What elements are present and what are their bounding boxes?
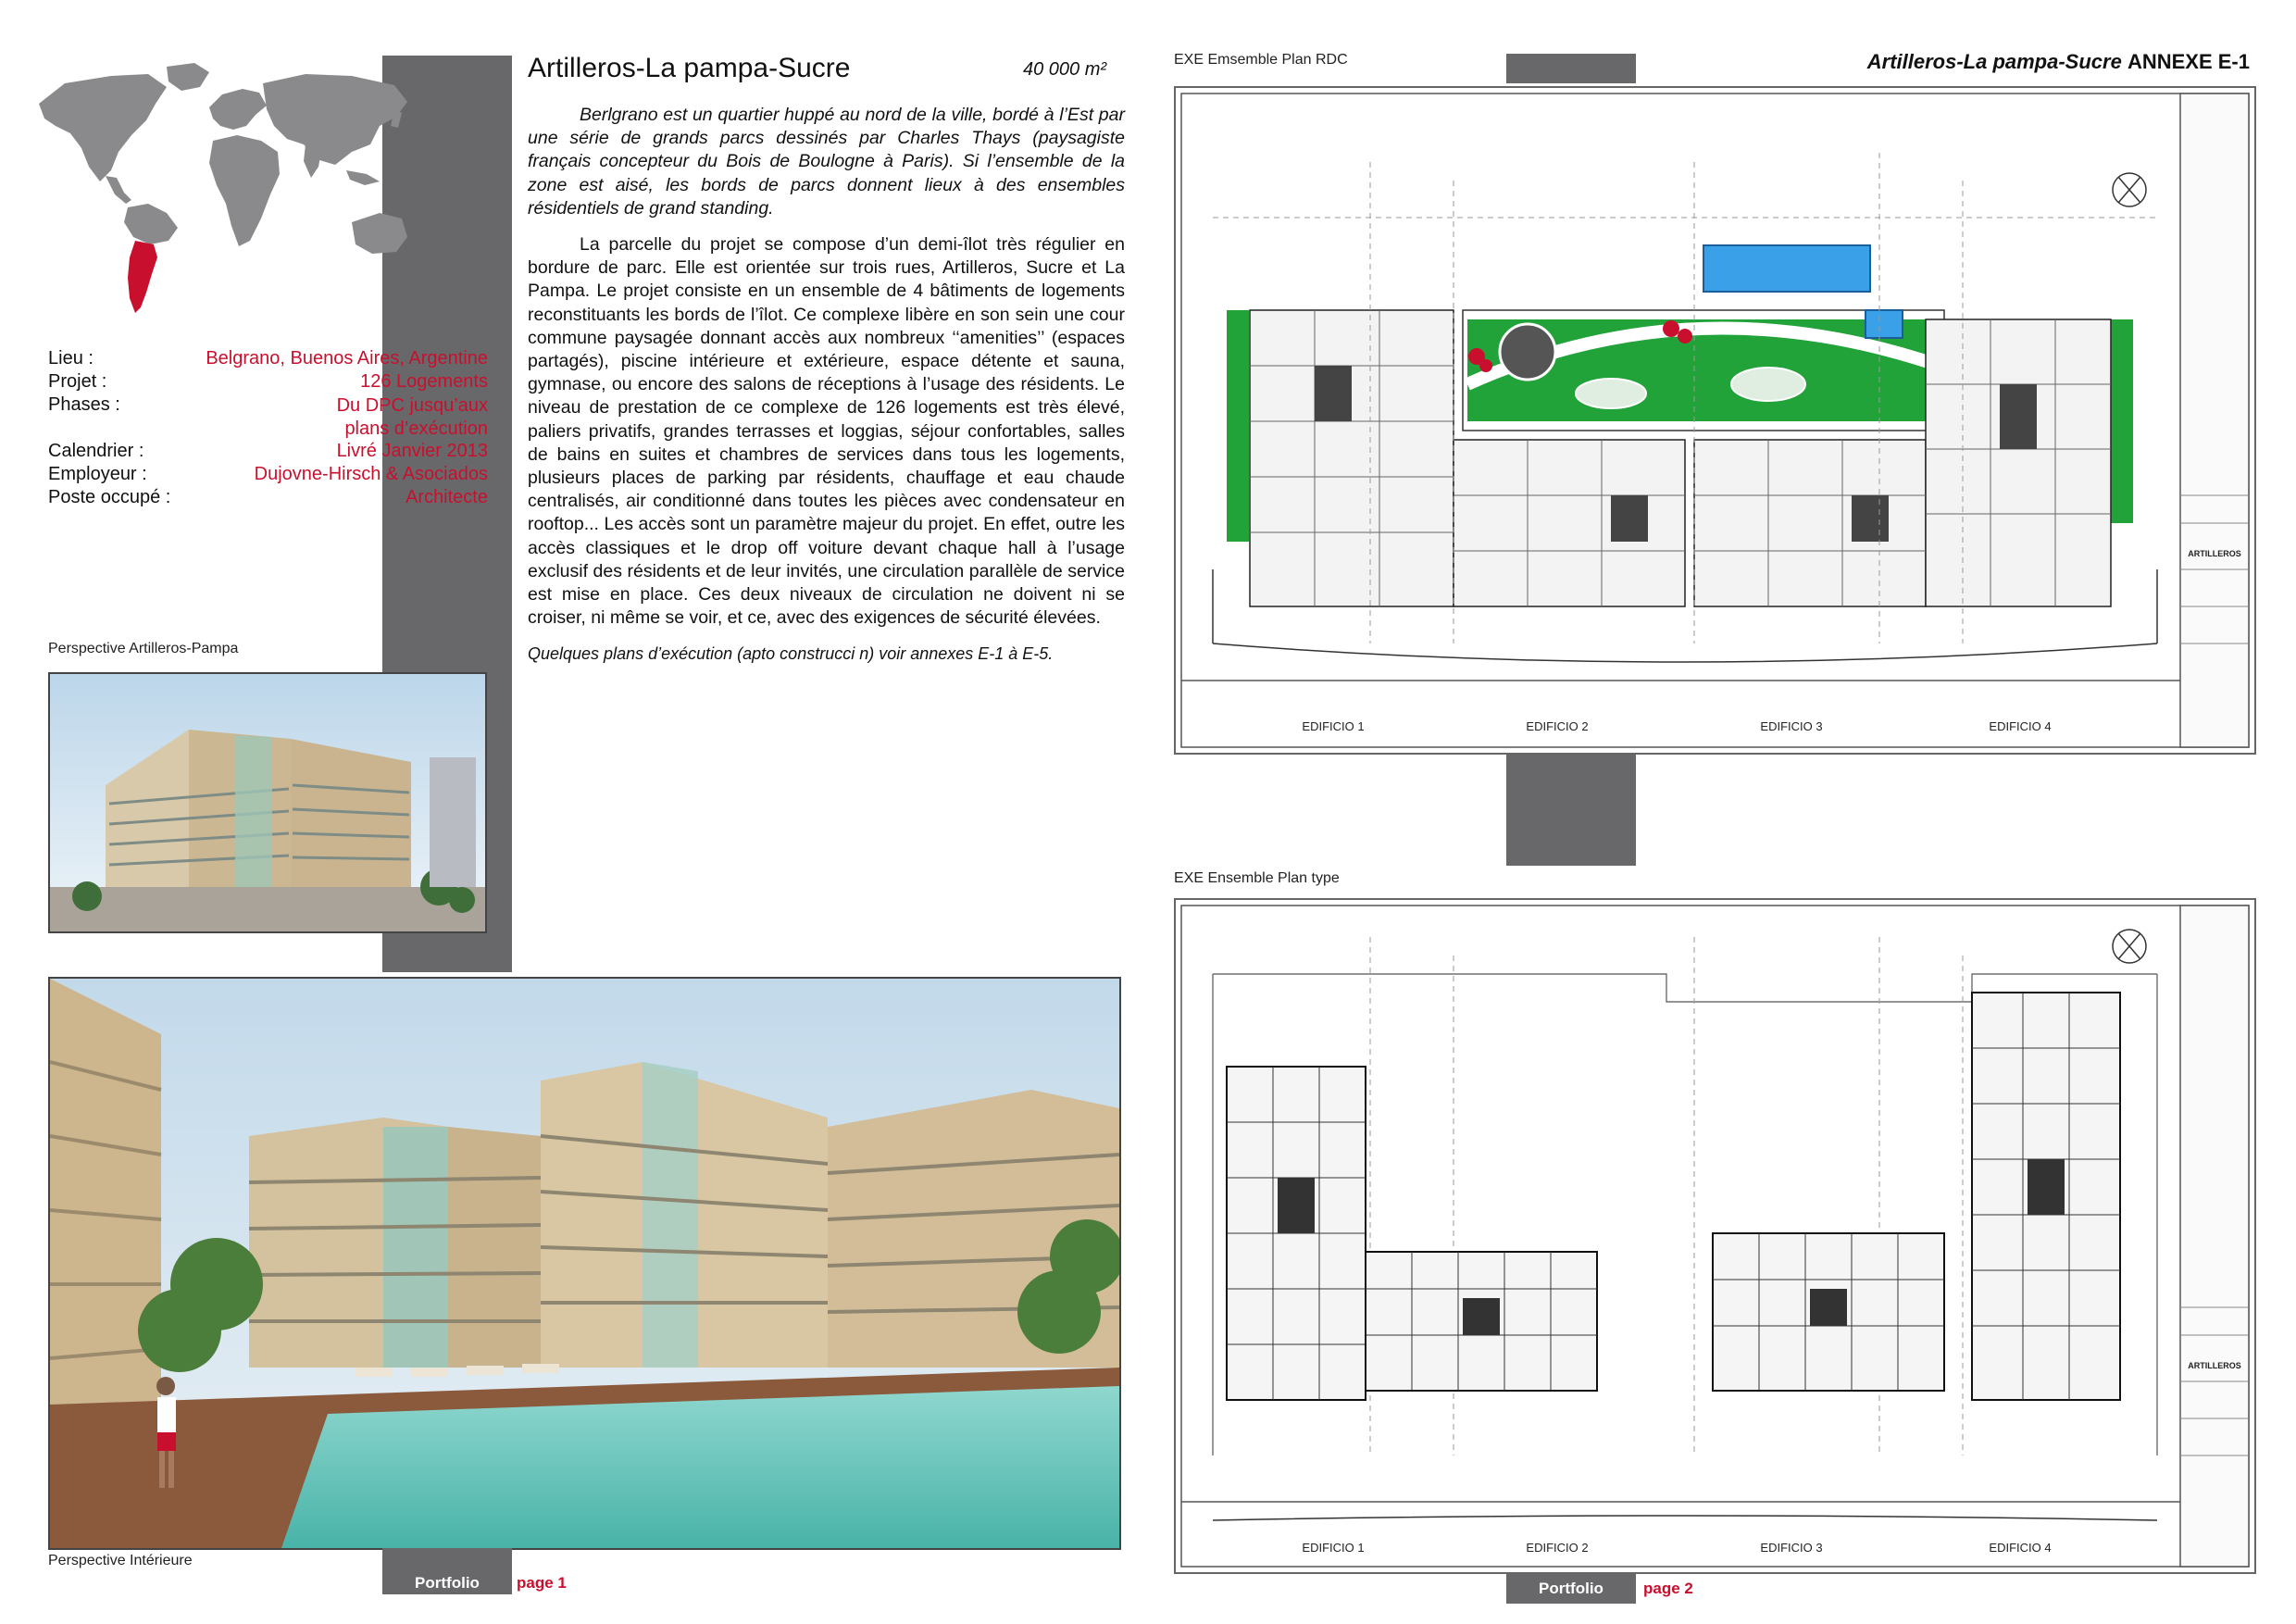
- info-label-projet: Projet :: [48, 371, 107, 392]
- project-info: [48, 348, 488, 515]
- edificio-4-label: EDIFICIO 4: [1989, 719, 2052, 733]
- plan-rdc-drawing: [1174, 86, 2256, 755]
- plan-type-edificio-3-label: EDIFICIO 3: [1760, 1541, 1823, 1555]
- portfolio-link-page1[interactable]: Portfolio: [415, 1574, 480, 1592]
- caption-perspective-exterior: Perspective Artilleros-Pampa: [48, 641, 239, 656]
- edificio-3-label: EDIFICIO 3: [1760, 719, 1823, 733]
- plan-type-edificio-1-label: EDIFICIO 1: [1302, 1541, 1365, 1555]
- info-value-phases: Du DPC jusqu’aux plans d’exécution: [336, 395, 488, 439]
- annex-project-title: Artilleros-La pampa-Sucre: [1866, 50, 2122, 73]
- exterior-perspective-image: [48, 672, 487, 933]
- portfolio-link-page2[interactable]: Portfolio: [1539, 1580, 1603, 1597]
- info-label-poste: Poste occupé :: [48, 487, 171, 507]
- project-area: 40 000 m²: [1023, 59, 1107, 80]
- page-number-1: page 1: [517, 1574, 567, 1592]
- plan-type-edificio-2-label: EDIFICIO 2: [1526, 1541, 1589, 1555]
- plan-rdc-cartouche-title: ARTILLEROS: [2188, 549, 2241, 558]
- plan-type-edificio-4-label: EDIFICIO 4: [1989, 1541, 2052, 1555]
- info-value-lieu: Belgrano, Buenos Aires, Argentine: [206, 348, 488, 369]
- page-title: Artilleros-La pampa-Sucre: [528, 53, 851, 83]
- paragraph-intro: Berlgrano est un quartier huppé au nord de la ville, bordé à l’Est par une série de grands parcs dessinés par Charles Thays (paysagiste français concepteur du Bois de Boulogne à Paris). Si l’ensemble de la zone est aisé, les bords de parcs donnent lieux à des ensembles résidentiels de grand standing.: [528, 105, 1125, 219]
- info-label-calendrier: Calendrier :: [48, 441, 144, 461]
- info-label-employeur: Employeur :: [48, 464, 147, 484]
- info-label-lieu: Lieu :: [48, 348, 94, 369]
- info-label-phases: Phases :: [48, 394, 120, 415]
- paragraph-main: La parcelle du projet se compose d’un demi-îlot très régulier en bordure de parc. Elle est orientée sur trois rues, Artilleros, Sucre et La Pampa. Le projet consiste en un ensemble de 4 bâtiments de logements reconstituants les bords de l’îlot. Ce complexe libère en son sein une cour commune paysagée donnant accès aux nombreux ‘‘amenities’’ (espaces partagés), piscine intérieure et extérieure, espace détente et sauna, gymnase, ou encore des salons de réceptions à l’usage des résidents. Le niveau de prestation de ce complexe de 126 logements est très élevé, paliers privatifs, grandes terrasses et loggias, séjour confortables, salles de bains en suites et chambres de services dans tous les logements, plusieurs places de parking par résidents, chauffage et eau chaude centralisés, air conditionné dans toutes les pièces avec condensateur en rooftop... Les accès sont un paramètre majeur du projet. En effet, outre les accès classiques et le drop off voiture devant chaque hall à l’usage exclusif des résidents et de leur invités, une circulation parallèle de service est mise en place. Ces deux niveaux de circulation ne doivent ni se croiser, ni même se voir, et ce, avec des exigences de sécurité élevées.: [528, 234, 1125, 629]
- edificio-2-label: EDIFICIO 2: [1526, 719, 1589, 733]
- info-value-calendrier: Livré Janvier 2013: [336, 441, 488, 461]
- info-value-projet: 126 Logements: [360, 371, 488, 392]
- annex-header: [1759, 50, 2250, 74]
- plan-type-title: EXE Ensemble Plan type: [1174, 870, 1340, 886]
- middle-tab-page2: [1506, 755, 1636, 866]
- annex-note: Quelques plans d’exécution (apto construcci n) voir annexes E-1 à E-5.: [528, 644, 1054, 664]
- info-value-employeur: Dujovne-Hirsch & Asociados: [254, 464, 488, 484]
- info-value-poste: Architecte: [406, 487, 488, 507]
- plan-type-cartouche-title: ARTILLEROS: [2188, 1361, 2241, 1370]
- annex-label: ANNEXE E-1: [2127, 50, 2250, 73]
- plan-rdc-title: EXE Emsemble Plan RDC: [1174, 52, 1348, 68]
- caption-perspective-interior: Perspective Intérieure: [48, 1553, 193, 1568]
- top-tab-page2: [1506, 54, 1636, 83]
- project-description: [528, 104, 1125, 680]
- plan-type-drawing: [1174, 898, 2256, 1574]
- interior-perspective-image: [48, 977, 1121, 1550]
- edificio-1-label: EDIFICIO 1: [1302, 719, 1365, 733]
- page-number-2: page 2: [1643, 1580, 1693, 1597]
- world-map: [28, 56, 417, 333]
